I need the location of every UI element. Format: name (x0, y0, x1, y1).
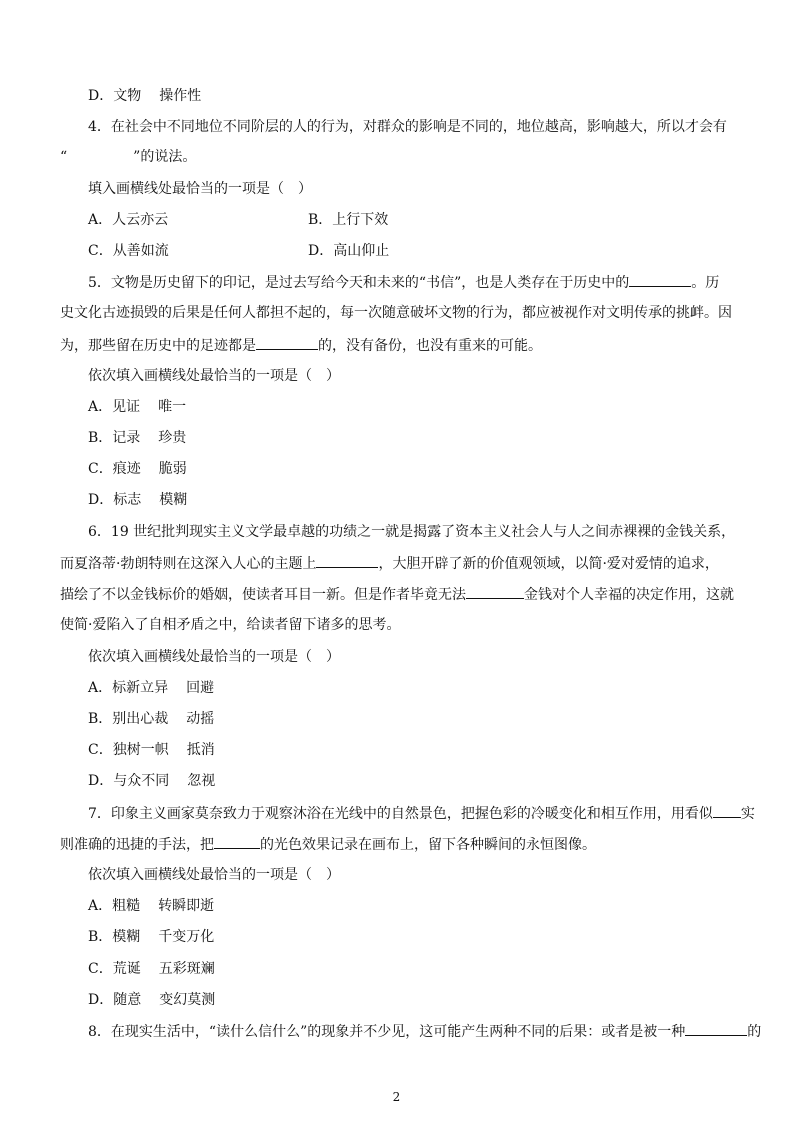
q7-option-c: C．荒诞 五彩斑斓 (88, 961, 215, 977)
q7-stem-line2: 则准确的迅捷的手法，把 的光色效果记录在画布上，留下各种瞬间的永恒图像。 (60, 834, 740, 855)
answer-blank (466, 584, 524, 599)
q4-option-c: C．从善如流 (88, 243, 169, 259)
q8-stem-line1: 8．在现实生活中，“读什么信什么”的现象并不少见，这可能产生两种不同的后果：或者是被一种 的 (88, 1021, 761, 1042)
q6-option-c: C．独树一帜 抵消 (88, 742, 215, 758)
answer-blank (214, 834, 260, 849)
q6-stem-line2: 而夏洛蒂·勃朗特则在这深入人心的主题上 ，大胆开辟了新的价值观领域，以简·爱对爱情的追求， (60, 553, 740, 574)
answer-blank (629, 272, 691, 287)
page-number: 2 (392, 1090, 401, 1104)
q3-option-d: D．文物 操作性 (88, 88, 202, 104)
q6-option-a: A．标新立异 回避 (88, 680, 215, 696)
q4-options-row2 (88, 241, 688, 261)
answer-blank (256, 335, 318, 350)
q4-option-d: D．高山仰止 (308, 243, 390, 259)
q5-stem-line3: 为，那些留在历史中的足迹都是 的，没有备份，也没有重来的可能。 (60, 335, 740, 356)
q4-prompt: 填入画横线处最恰当的一项是（ ） (88, 181, 312, 197)
q6-option-d: D．与众不同 忽视 (88, 773, 216, 789)
q6-option-b: B．别出心裁 动摇 (88, 711, 215, 727)
q4-option-b: B．上行下效 (308, 212, 389, 228)
q7-option-b: B．模糊 千变万化 (88, 929, 215, 945)
q4-options-row1 (88, 210, 688, 230)
q5-option-b: B．记录 珍贵 (88, 430, 187, 446)
q7-option-d: D．随意 变幻莫测 (88, 992, 216, 1008)
q6-stem-line3: 描绘了不以金钱标价的婚姻，使读者耳目一新。但是作者毕竟无法 金钱对个人幸福的决定作用，这就 (60, 584, 740, 605)
answer-blank (316, 553, 378, 568)
q5-prompt: 依次填入画横线处最恰当的一项是（ ） (88, 368, 340, 384)
q6-stem-line1: 6．19 世纪批判现实主义文学最卓越的功绩之一就是揭露了资本主义社会人与人之间赤裸裸的金钱关系， (88, 524, 736, 540)
q4-stem-line2: “ ”的说法。 (60, 149, 197, 165)
q5-option-a: A．见证 唯一 (88, 399, 187, 415)
q6-prompt: 依次填入画横线处最恰当的一项是（ ） (88, 649, 340, 665)
q7-stem-line1: 7．印象主义画家莫奈致力于观察沐浴在光线中的自然景色，把握色彩的冷暖变化和相互作用，用看似 实 (88, 803, 755, 824)
answer-blank (685, 1021, 747, 1036)
q7-prompt: 依次填入画横线处最恰当的一项是（ ） (88, 867, 340, 883)
q5-option-c: C．痕迹 脆弱 (88, 461, 187, 477)
q7-option-a: A．粗糙 转瞬即逝 (88, 898, 215, 914)
q5-stem-line2: 史文化古迹损毁的后果是任何人都担不起的，每一次随意破坏文物的行为，都应被视作对文明传承的挑衅。因 (60, 305, 732, 321)
q5-option-d: D．标志 模糊 (88, 492, 188, 508)
q4-option-a: A．人云亦云 (88, 212, 169, 228)
q4-stem-line1: 4．在社会中不同地位不同阶层的人的行为，对群众的影响是不同的，地位越高，影响越大，所以才会有 (88, 119, 727, 135)
q6-stem-line4: 使简·爱陷入了自相矛盾之中，给读者留下诸多的思考。 (60, 617, 401, 633)
answer-blank (713, 803, 741, 818)
q5-stem-line1: 5．文物是历史留下的印记，是过去写给今天和未来的“书信”，也是人类存在于历史中的 。历 (88, 272, 719, 293)
